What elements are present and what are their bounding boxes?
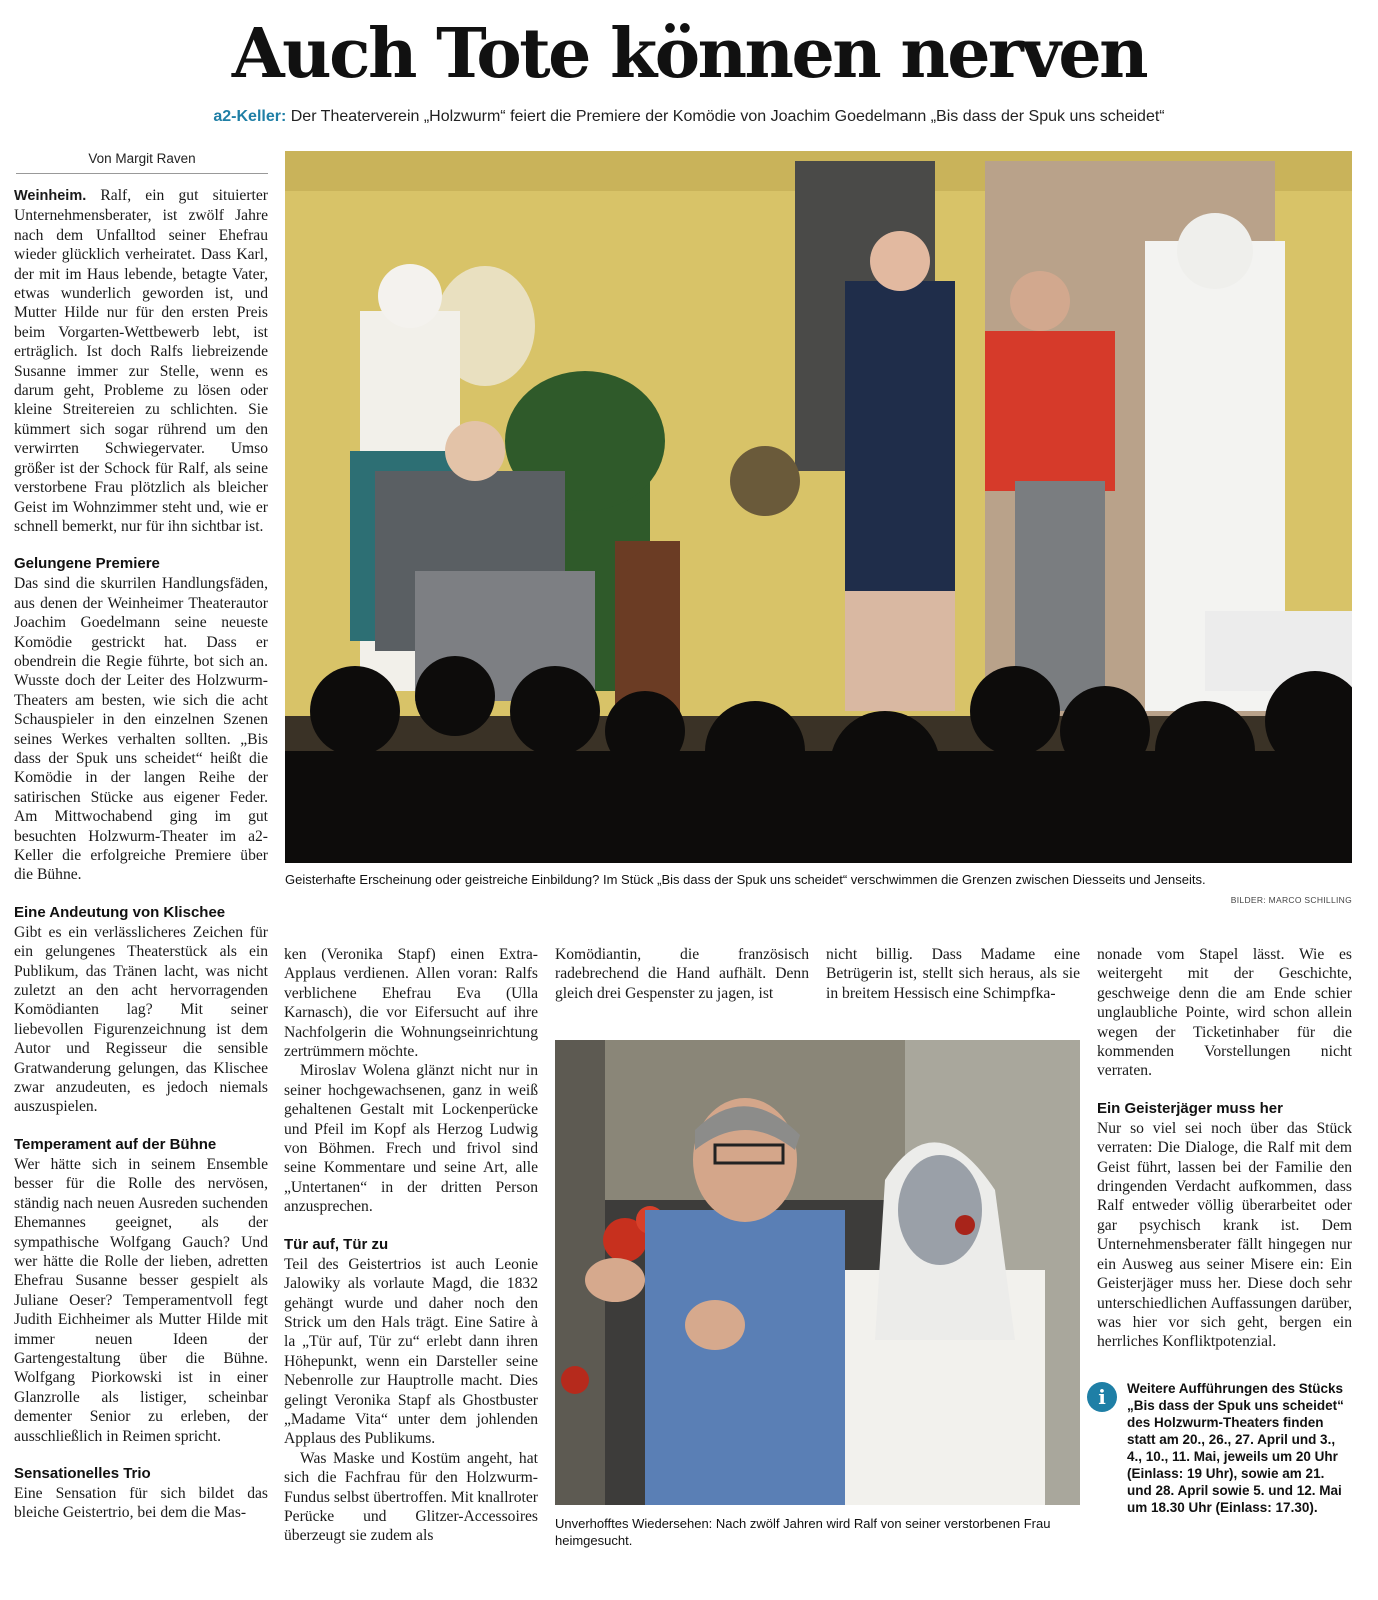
subheading: Tür auf, Tür zu — [284, 1235, 389, 1253]
headline: Auch Tote können nerven — [231, 14, 1147, 94]
column-3 — [555, 945, 809, 1007]
subheading: Ein Geisterjäger muss her — [1097, 1099, 1283, 1117]
stage-photo — [285, 151, 1352, 863]
subheading: Gelungene Premiere — [14, 555, 160, 573]
subheading: Sensationelles Trio — [14, 1464, 151, 1482]
scene-photo-illustration — [555, 1040, 1080, 1505]
scene-photo — [555, 1040, 1080, 1505]
info-icon: i — [1087, 1382, 1117, 1412]
paragraph: nicht billig. Dass Madame eine Betrügerin ist, stellt sich heraus, als sie in breitem Hessisch eine Schimpfka- — [826, 946, 1080, 1002]
stage-photo-caption: Geisterhafte Erscheinung oder geistreiche Einbildung? Im Stück „Bis dass der Spuk uns scheidet“ verschwimmen die Grenzen zwischen Diesseits und Jenseits. — [285, 872, 1206, 887]
info-text: Weitere Aufführungen des Stücks „Bis dass der Spuk uns scheidet“ des Holzwurm-Theaters finden statt am 20., 26., 27. April und 3., 4., 10., 11. Mai, jeweils um 20 Uhr (Einlass: 19 Uhr), sowie am 21. und 28. April sowie 5. und 12. Mai um 18.30 Uhr (Einlass: 17.30). — [1127, 1381, 1344, 1515]
subheadline — [0, 108, 1378, 126]
paragraph: Teil des Geistertrios ist auch Leonie Jalowiky als vorlaute Magd, die 1832 gehängt wurde und daher noch den Strick um den Hals trägt. Eine Satire à la „Tür auf, Tür zu“ erlebt dann ihren Höhepunkt, wenn ein Darsteller seine Nebenrolle zur Hauptrolle macht. Dies gelingt Veronika Stapf als Ghostbuster „Madame Vita“ unter dem johlenden Applaus des Publikums. — [284, 1255, 538, 1448]
paragraph — [14, 186, 268, 536]
paragraph: Das sind die skurrilen Handlungsfäden, aus denen der Weinheimer Theaterautor Joachim Goedelmann seine neueste Komödie gestrickt hat. Dass er obendrein die Regie führte, bot sich an. Wusste doch der Leiter des Holzwurm-Theaters am besten, wie sich die acht Schauspieler in den einzelnen Szenen seines Werkes verhalten sollten. „Bis dass der Spuk uns scheidet“ heißt die Komödie in der langen Reihe der satirischen Stücke aus eigener Feder. Am Mittwochabend ging im gut besuchten Holzwurm-Theater im a2-Keller die erfolgreiche Premiere über die Bühne. — [14, 575, 268, 884]
kicker: a2-Keller: — [213, 108, 287, 125]
column-5 — [1097, 945, 1352, 1365]
column-4 — [826, 945, 1080, 1007]
stage-photo-illustration — [285, 151, 1352, 863]
paragraph: Was Maske und Kostüm angeht, hat sich die Fachfrau für den Holzwurm-Fundus selbst übertroffen. Mit knallroter Perücke und Glitzer-Accessoires überzeugt sie zudem als — [284, 1449, 538, 1545]
byline: Von Margit Raven — [16, 151, 268, 174]
paragraph: Miroslav Wolena glänzt nicht nur in seiner hochgewachsenen, ganz in weiß gehaltenen Gestalt mit Lockenperücke und Pfeil im Kopf als Herzog Ludwig von Böhmen. Frech und frivol sind seine Kommentare und seine Art, alle „Untertanen“ in der dritten Person anzusprechen. — [284, 1062, 538, 1216]
paragraph: Nur so viel sei noch über das Stück verraten: Die Dialoge, die Ralf mit dem Geist führt, lassen bei der Familie den dringenden Verdacht aufkommen, dass Ralf entweder völlig überarbeitet oder gar psychisch krank ist. Dem Unternehmensberater fällt hingegen nur ein Ausweg aus seiner Misere ein: Ein Geisterjäger muss her. Diese doch sehr unterschiedlichen Auffassungen darüber, was hier vor sich geht, bergen ein herrliches Konfliktpotenzial. — [1097, 1119, 1352, 1351]
paragraph: Eine Sensation für sich bildet das bleiche Geistertrio, bei dem die Mas- — [14, 1484, 268, 1522]
paragraph: nonade vom Stapel lässt. Wie es weitergeht mit der Geschichte, geschweige denn die am Ende schier unglaubliche Pointe, wird schon allein wegen der Ticketinhaber für die kommenden Vorstellungen nicht verraten. — [1097, 946, 1352, 1080]
photo-credit: BILDER: MARCO SCHILLING — [1230, 895, 1352, 905]
paragraph-text: Ralf, ein gut situierter Unternehmensberater, ist zwölf Jahre nach dem Unfalltod seiner Ehefrau wieder glücklich verheiratet. Dass Karl, der mit im Haus lebende, betagte Vater, etwas wunderlich geworden ist, und Mutter Hilde nur für den ersten Preis beim Vorgarten-Wettbewerb lebt, ist erträglich. Ist doch Ralfs liebreizende Susanne immer zur Stelle, wenn es darum geht, Probleme zu lösen oder kleine Streitereien zu schlichten. Sie kümmert sich sogar rührend um den verwirrten Schwiegervater. Umso größer ist der Schock für Ralf, als seine verstorbene Frau plötzlich als bleicher Geist im Wohnzimmer steht und, wie er schnell bemerkt, nur für ihn sichtbar ist. — [14, 187, 268, 535]
paragraph: Wer hätte sich in seinem Ensemble besser für die Rolle des nervösen, ständig nach neuen Ausreden suchenden Ehemannes geeignet, als der sympathische Wolfgang Gauch? Und wer hätte die Rolle der lieben, adretten Ehefrau Susanne besser gespielt als Juliane Oeser? Temperamentvoll fegt Judith Eichheimer als Mutter Hilde mit immer neuen Ideen der Gartengestaltung über die Bühne. Wolfgang Piorkowski ist in einer Glanzrolle als listiger, scheinbar dementer Senior zu erleben, der ausschließlich in Reimen spricht. — [14, 1155, 268, 1445]
column-1 — [14, 186, 268, 1598]
paragraph: Gibt es ein verlässlicheres Zeichen für ein gelungenes Theaterstück als ein Publikum, das Tränen lacht, was nicht zuletzt an den acht hervorragenden Komödianten lag? Mit seiner liebevollen Figurenzeichnung ist dem Autor und Regisseur die sensible Gratwanderung gelungen, das Klischee zwar anzudeuten, es jedoch niemals auszuspielen. — [14, 923, 268, 1116]
column-2 — [284, 945, 538, 1598]
scene-photo-caption: Unverhofftes Wiedersehen: Nach zwölf Jahren wird Ralf von seiner verstorbenen Frau heimgesucht. — [555, 1516, 1051, 1548]
paragraph: ken (Veronika Stapf) einen Extra-Applaus verdienen. Allen voran: Ralfs verblichene Ehefrau Eva (Ulla Karnasch), die vor Eifersucht auf ihre Nachfolgerin die Wohnungseinrichtung zertrümmern möchte. — [284, 946, 538, 1061]
subheading: Temperament auf der Bühne — [14, 1135, 217, 1153]
subheadline-text: Der Theaterverein „Holzwurm“ feiert die Premiere der Komödie von Joachim Goedelmann „Bis dass der Spuk uns scheidet“ — [286, 108, 1165, 125]
dateline: Weinheim. — [14, 188, 87, 204]
subheading: Eine Andeutung von Klischee — [14, 903, 226, 921]
info-box — [1087, 1380, 1352, 1516]
paragraph: Komödiantin, die französisch radebrechend die Hand aufhält. Denn gleich drei Gespenster zu jagen, ist — [555, 946, 809, 1002]
